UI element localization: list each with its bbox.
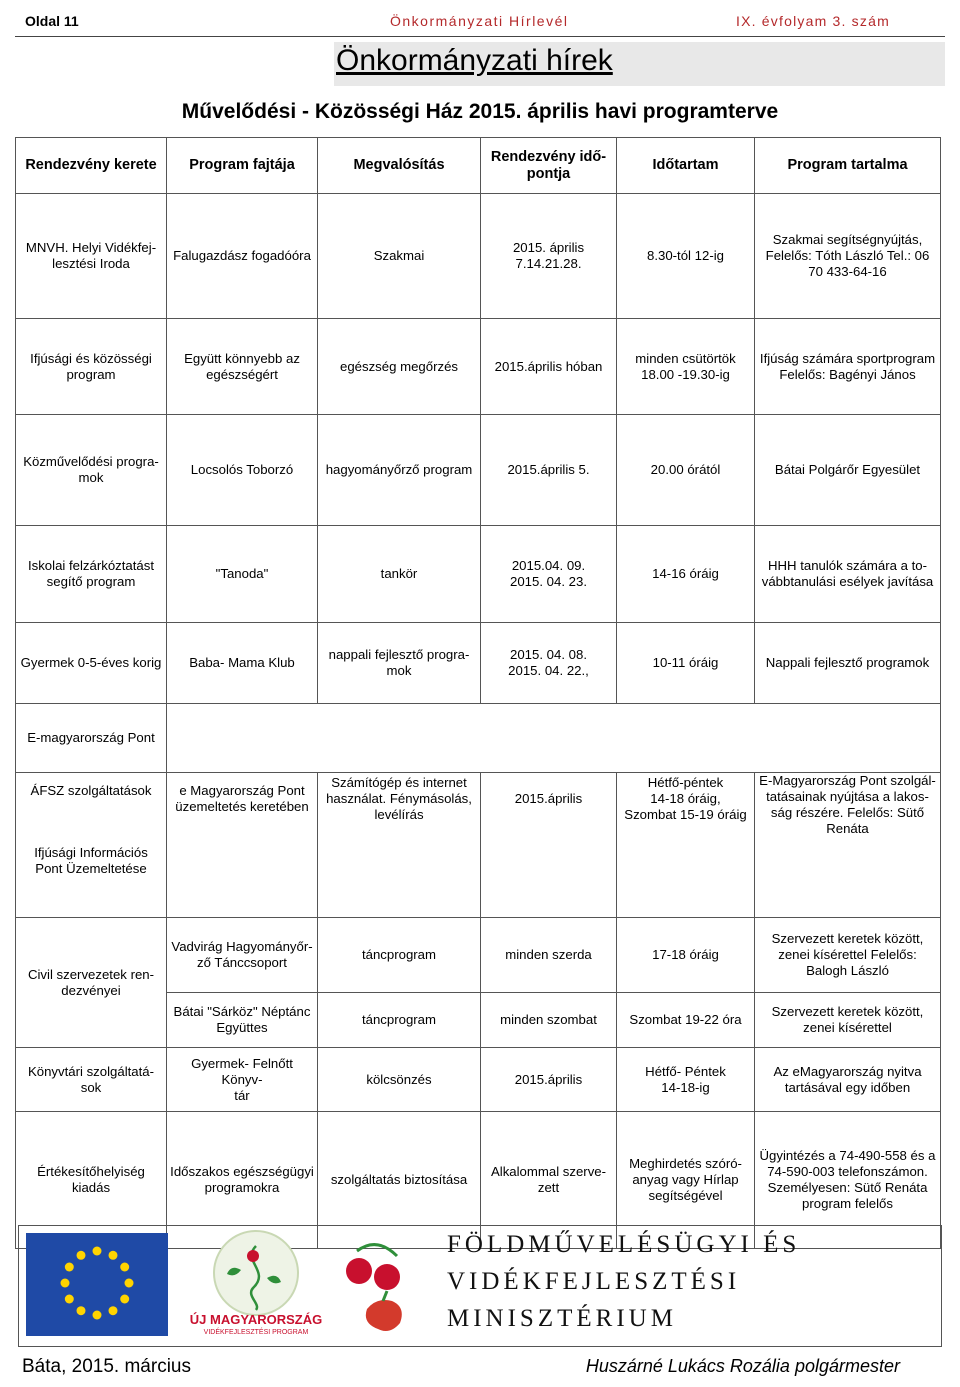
table-cell: Közművelődési progra- mok — [16, 415, 167, 526]
table-cell: tankör — [318, 526, 481, 623]
table-cell: Időszakos egészségügyi programokra — [167, 1112, 318, 1249]
table-cell: Meghirdetés szóró- anyag vagy Hírlap segítségével — [617, 1112, 755, 1249]
um-logo-years: 2007-2013 — [240, 1338, 272, 1345]
table-cell: Ifjúsági és közösségi program — [16, 319, 167, 415]
table-cell: Szakmai segítségnyújtás, Felelős: Tóth László Tel.: 06 70 433-64-16 — [755, 194, 941, 319]
table-cell: 2015.04. 09. 2015. 04. 23. — [481, 526, 617, 623]
table-row — [16, 918, 941, 993]
table-cell: ÁFSZ szolgáltatások — [16, 773, 167, 823]
table-cell: 2015. április 7.14.21.28. — [481, 194, 617, 319]
table-cell: egészség megőrzés — [318, 319, 481, 415]
footer-signature: Huszárné Lukács Rozália polgármester — [585, 1356, 900, 1376]
um-logo-line2: VIDÉKFEJLESZTÉSI PROGRAM — [203, 1329, 309, 1336]
table-cell: Szervezett keretek között, zenei kísérettel Felelős: Balogh László — [755, 918, 941, 993]
table-cell: Gyermek 0-5-éves korig — [16, 623, 167, 704]
table-cell: nappali fejlesztő progra- mok — [318, 623, 481, 704]
table-cell: 2015.április — [481, 773, 617, 918]
table-cell: Baba- Mama Klub — [167, 623, 318, 704]
table-cell: Ifjúság számára sportprogram Felelős: Bagényi János — [755, 319, 941, 415]
table-row — [16, 194, 941, 319]
program-table — [15, 137, 941, 1249]
table-cell: minden csütörtök 18.00 -19.30-ig — [617, 319, 755, 415]
um-logo-line1: ÚJ MAGYARORSZÁG — [189, 1312, 323, 1327]
table-cell: Falugazdász fogadóóra — [167, 194, 318, 319]
table-cell: 8.30-tól 12-ig — [617, 194, 755, 319]
table-cell: Gyermek- Felnőtt Könyv- tár — [167, 1048, 318, 1112]
table-header-row — [16, 138, 941, 194]
fvm-ministry-logo — [447, 1231, 801, 1341]
table-cell: minden szerda — [481, 918, 617, 993]
table-cell: HHH tanulók számára a to- vábbtanulási esélyek javítása — [755, 526, 941, 623]
document-subtitle: Művelődési - Közösségi Ház 2015. április havi programterve — [181, 100, 779, 123]
table-cell: Bátai "Sárköz" Néptánc Együttes — [167, 993, 318, 1048]
table-cell: Szakmai — [318, 194, 481, 319]
table-cell: Locsolós Toborzó — [167, 415, 318, 526]
fvm-line-1: FÖLDMŰVELÉSÜGYI ÉS — [447, 1231, 801, 1258]
table-cell: Civil szervezetek ren- dezvényei — [16, 918, 167, 1048]
footer-place-date: Báta, 2015. március — [22, 1356, 191, 1377]
header-cell: Program tartalma — [755, 138, 941, 194]
table-cell: 2015. 04. 08. 2015. 04. 22., — [481, 623, 617, 704]
table-cell: 14-16 óráig — [617, 526, 755, 623]
header-cell: Időtartam — [617, 138, 755, 194]
table-cell: Értékesítőhelyiség kiadás — [16, 1112, 167, 1249]
header-rule — [15, 36, 945, 37]
table-row — [16, 319, 941, 415]
table-cell: Hétfő- Péntek 14-18-ig — [617, 1048, 755, 1112]
table-cell: Ifjúsági Információs Pont Üzemeltetése — [16, 823, 167, 918]
table-cell: 2015.április 5. — [481, 415, 617, 526]
table-cell: 20.00 órától — [617, 415, 755, 526]
table-cell: Együtt könnyebb az egészségért — [167, 319, 318, 415]
table-cell: Számítógép és internet használat. Fénymásolás, levélírás — [318, 773, 481, 918]
table-cell: Könyvtári szolgáltatá- sok — [16, 1048, 167, 1112]
table-cell: Szervezett keretek között, zenei kísérettel — [755, 993, 941, 1048]
table-cell: Bátai Polgárőr Egyesület — [755, 415, 941, 526]
fruit-illustration-icon — [337, 1231, 427, 1341]
fvm-line-3: MINISZTÉRIUM — [447, 1305, 677, 1332]
uj-magyarorszag-logo — [171, 1226, 341, 1346]
table-row — [16, 415, 941, 526]
table-cell: MNVH. Helyi Vidékfej- lesztési Iroda — [16, 194, 167, 319]
header-cell: Rendezvény kerete — [16, 138, 167, 194]
table-cell: Nappali fejlesztő programok — [755, 623, 941, 704]
table-cell: Vadvirág Hagyományőr- ző Tánccsoport — [167, 918, 318, 993]
table-row — [16, 704, 941, 773]
table-cell: 2015.április — [481, 1048, 617, 1112]
table-cell: 2015.április hóban — [481, 319, 617, 415]
table-cell: Szombat 19-22 óra — [617, 993, 755, 1048]
table-row — [16, 526, 941, 623]
publication-title: Önkormányzati Hírlevél — [390, 13, 569, 29]
table-cell: e Magyarország Pont üzemeltetés keretében — [167, 773, 318, 918]
header-cell: Megvalósítás — [318, 138, 481, 194]
eu-flag-logo — [26, 1233, 168, 1336]
issue-label: IX. évfolyam 3. szám — [736, 13, 890, 29]
header-cell: Program fajtája — [167, 138, 318, 194]
table-cell: E-magyarország Pont — [16, 704, 167, 773]
table-cell: "Tanoda" — [167, 526, 318, 623]
table-cell: Az eMagyarország nyitva tartásával egy időben — [755, 1048, 941, 1112]
page-number: Oldal 11 — [25, 13, 79, 29]
sponsor-logos — [18, 1225, 942, 1347]
table-cell: 10-11 óráig — [617, 623, 755, 704]
section-title: Önkormányzati hírek — [336, 44, 613, 77]
table-cell: táncprogram — [318, 993, 481, 1048]
header-cell: Rendezvény idő- pontja — [481, 138, 617, 194]
table-cell: Alkalommal szerve- zett — [481, 1112, 617, 1249]
table-cell: hagyományőrző program — [318, 415, 481, 526]
table-cell: E-Magyarország Pont szolgál- tatásainak nyújtása a lakos- ság részére. Felelős: Sütő Renáta — [755, 773, 941, 918]
table-cell-empty — [167, 704, 941, 773]
table-cell: 17-18 óráig — [617, 918, 755, 993]
table-row — [16, 773, 941, 823]
table-row — [16, 623, 941, 704]
table-cell: szolgáltatás biztosítása — [318, 1112, 481, 1249]
table-row — [16, 1048, 941, 1112]
table-cell: táncprogram — [318, 918, 481, 993]
table-cell: Hétfő-péntek 14-18 óráig, Szombat 15-19 óráig — [617, 773, 755, 918]
uj-magyarorszag-emblem-icon — [171, 1226, 341, 1346]
table-cell: Ügyintézés a 74-490-558 és a 74-590-003 telefonszámon. Személyesen: Sütő Renáta program felelős — [755, 1112, 941, 1249]
fvm-line-2: VIDÉKFEJLESZTÉSI — [447, 1268, 741, 1295]
table-cell: minden szombat — [481, 993, 617, 1048]
table-cell: Iskolai felzárkóztatást segítő program — [16, 526, 167, 623]
eu-stars-icon — [26, 1233, 168, 1336]
table-cell: kölcsönzés — [318, 1048, 481, 1112]
